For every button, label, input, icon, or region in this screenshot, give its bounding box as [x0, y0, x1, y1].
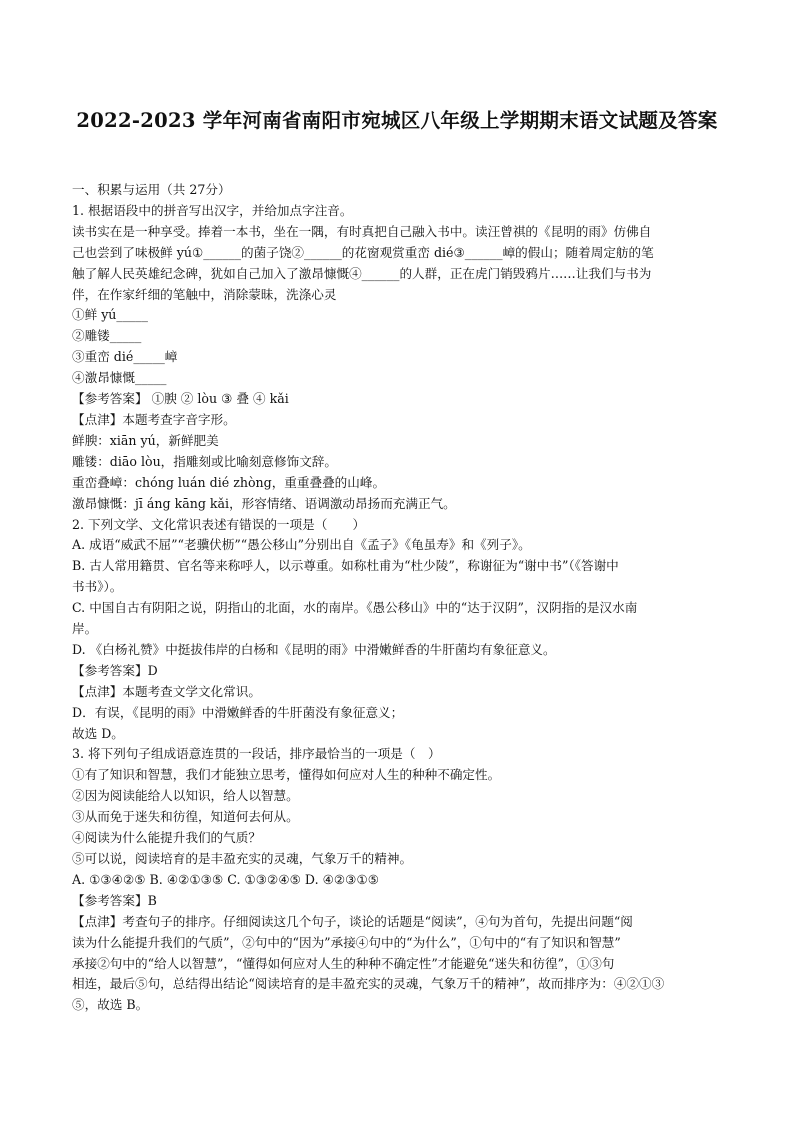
text-line: ②因为阅读能给人以知识，给人以智慧。	[72, 788, 299, 804]
text-line: 触了解人民英雄纪念碑，犹如自己加入了激昂慷慨④______的人群，正在虎门销毁鸦片……让我们与书为	[72, 265, 652, 281]
text-line: 己也尝到了味极鲜 yú①______的菌子饶②______的花窗观赏重峦 dié③______嶂的假山；随着周定舫的笔	[72, 244, 654, 260]
text-line: 3. 将下列句子组成语意连贯的一段话，排序最恰当的一项是（ ）	[72, 746, 441, 762]
text-line: B. 古人常用籍贯、官名等来称呼人，以示尊重。如称杜甫为“杜少陵”，称谢征为“谢中书”（《答谢中	[72, 558, 619, 574]
text-line: A. ①③④②⑤ B. ④②①③⑤ C. ①③②④⑤ D. ④②③①⑤	[72, 871, 380, 887]
text-line: 伴，在作家纤细的笔触中，消除蒙昧，洗涤心灵	[72, 286, 337, 302]
text-line: 【参考答案】 ①腴 ② lòu ③ 叠 ④ kǎi	[72, 391, 289, 407]
text-line: C. 中国自古有阴阳之说，阴指山的北面，水的南岸。《愚公移山》中的“达于汉阴”，汉阴指的是汉水南	[72, 600, 638, 616]
text-line: 相连，最后⑤句，总结得出结论“阅读培育的是丰盈充实的灵魂，气象万千的精神”，故而排序为：④②①③	[72, 976, 665, 992]
text-line: 读书实在是一种享受。捧着一本书，坐在一隅，有时真把自己融入书中。读汪曾祺的《昆明的雨》仿佛自	[72, 223, 652, 239]
text-line: 1. 根据语段中的拼音写出汉字，并给加点字注音。	[72, 202, 353, 218]
text-line: 2. 下列文学、文化常识表述有错误的一项是（ ）	[72, 516, 366, 532]
text-line: 【参考答案】B	[72, 892, 157, 908]
text-line: A. 成语“威武不屈”“老骥伏枥”“愚公移山”分别出自《孟子》《龟虽寿》和《列子》。	[72, 537, 531, 553]
text-line: 重峦叠嶂：chóng luán dié zhòng，重重叠叠的山峰。	[72, 474, 386, 490]
text-line: 【点津】本题考查字音字形。	[72, 411, 236, 427]
text-line: 一、积累与运用（共 27分）	[72, 182, 231, 197]
text-line: ①鲜 yú_____	[72, 307, 148, 323]
text-line: ①有了知识和智慧，我们才能独立思考，懂得如何应对人生的种种不确定性。	[72, 767, 501, 783]
text-line: ③从而免于迷失和彷徨，知道何去何从。	[72, 809, 299, 825]
text-line: ⑤可以说，阅读培育的是丰盈充实的灵魂，气象万千的精神。	[72, 851, 413, 866]
text-line: D. 《白杨礼赞》中挺拔伟岸的白杨和《昆明的雨》中滑嫩鲜香的牛肝菌均有象征意义。	[72, 641, 556, 657]
text-line: 激昂慷慨：jī áng kāng kǎi，形容情绪、语调激动昂扬而充满正气。	[72, 495, 456, 511]
text-line: ⑤，故选 B。	[72, 997, 149, 1013]
text-line: ④阅读为什么能提升我们的气质？	[72, 830, 261, 846]
page-title: 2022-2023 学年河南省南阳市宛城区八年级上学期期末语文试题及答案	[76, 109, 718, 132]
text-line: 【参考答案】D	[72, 662, 158, 678]
text-line: 鲜腴：xiān yú，新鲜肥美	[72, 432, 219, 448]
text-line: ④激昂慷慨_____	[72, 370, 167, 386]
text-line: 【点津】考查句子的排序。仔细阅读这几个句子，谈论的话题是“阅读”，④句为首句，先提出问题“阅	[72, 913, 633, 929]
text-line: 书书》）。	[72, 579, 123, 595]
text-line: 故选 D。	[72, 725, 124, 741]
text-line: 【点津】本题考查文学文化常识。	[72, 683, 261, 699]
text-line: D．有误，《昆明的雨》中滑嫩鲜香的牛肝菌没有象征意义；	[72, 704, 404, 720]
text-line: 读为什么能提升我们的气质”，②句中的“因为”承接④句中的“为什么”，①句中的“有了知识和智慧”	[72, 934, 621, 950]
text-line: 岸。	[72, 621, 98, 637]
text-line: 雕镂：diāo lòu，指雕刻或比喻刻意修饰文辞。	[72, 453, 337, 469]
text-line: 承接②句中的“给人以智慧”，“懂得如何应对人生的种种不确定性”才能避免“迷失和彷徨”，①③句	[72, 955, 615, 971]
document-body	[72, 180, 724, 1016]
text-line: ②雕镂_____	[72, 328, 142, 344]
text-line: ③重峦 dié_____嶂	[72, 349, 178, 365]
